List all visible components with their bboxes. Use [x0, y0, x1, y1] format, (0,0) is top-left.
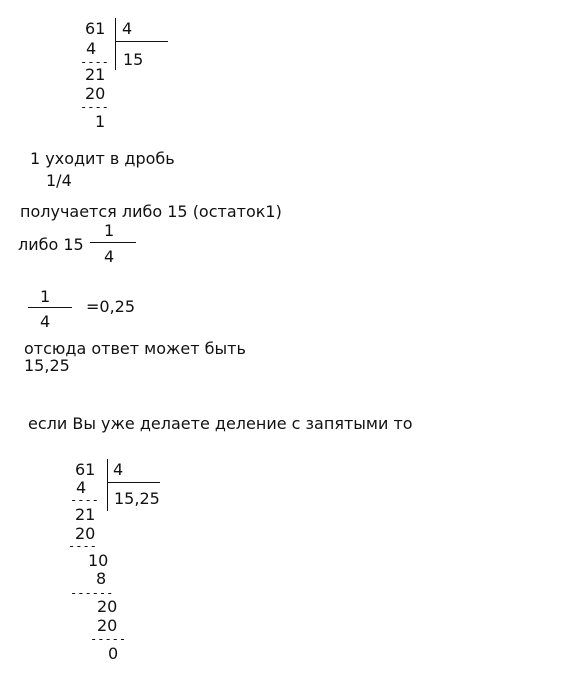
partial-dividend-2: 21 — [85, 65, 106, 84]
division-vertical-bar — [107, 459, 108, 511]
subtraction-line-1: ---- — [70, 493, 99, 507]
dividend: 61 — [85, 19, 106, 38]
remainder: 0 — [108, 644, 119, 663]
fraction-denominator: 4 — [104, 247, 115, 266]
explanation-remainder-fraction: 1 уходит в дробь — [30, 149, 175, 168]
quotient: 15,25 — [114, 489, 160, 508]
subtraction-line-2: ---- — [68, 539, 97, 553]
equation-result: =0,25 — [86, 297, 136, 316]
mixed-number-prefix: либо 15 — [18, 235, 84, 254]
subtraction-line-4: ----- — [90, 632, 127, 646]
subtrahend-3: 8 — [96, 569, 107, 588]
divisor: 4 — [122, 19, 133, 38]
divisor: 4 — [113, 460, 124, 479]
subtrahend-2: 20 — [75, 524, 96, 543]
decimal-division-intro: если Вы уже делаете деление с запятыми то — [28, 414, 413, 433]
subtrahend-2: 20 — [85, 84, 106, 103]
dividend: 61 — [75, 460, 96, 479]
partial-dividend-2: 21 — [75, 505, 96, 524]
fraction-bar — [90, 242, 136, 243]
partial-dividend-3: 10 — [88, 551, 109, 570]
fraction-numerator: 1 — [104, 221, 115, 240]
answer-statement: отсюда ответ может быть — [24, 339, 246, 358]
remainder: 1 — [95, 112, 106, 131]
answer-value: 15,25 — [24, 356, 70, 375]
division-vertical-bar — [115, 18, 116, 70]
equation-numerator: 1 — [40, 287, 51, 306]
division-horizontal-bar — [115, 41, 168, 42]
explanation-result: получается либо 15 (остаток1) — [20, 202, 282, 221]
quotient: 15 — [123, 50, 144, 69]
subtrahend-1: 4 — [76, 478, 87, 497]
subtrahend-4: 20 — [97, 616, 118, 635]
subtraction-line-1: ---- — [80, 55, 109, 69]
subtraction-line-2: ---- — [80, 100, 109, 114]
equation-fraction-bar — [28, 307, 72, 308]
subtrahend-1: 4 — [86, 39, 97, 58]
partial-dividend-4: 20 — [97, 597, 118, 616]
subtraction-line-3: ------ — [70, 586, 114, 600]
equation-denominator: 4 — [40, 312, 51, 331]
fraction-inline: 1/4 — [46, 171, 72, 190]
division-horizontal-bar — [107, 482, 160, 483]
